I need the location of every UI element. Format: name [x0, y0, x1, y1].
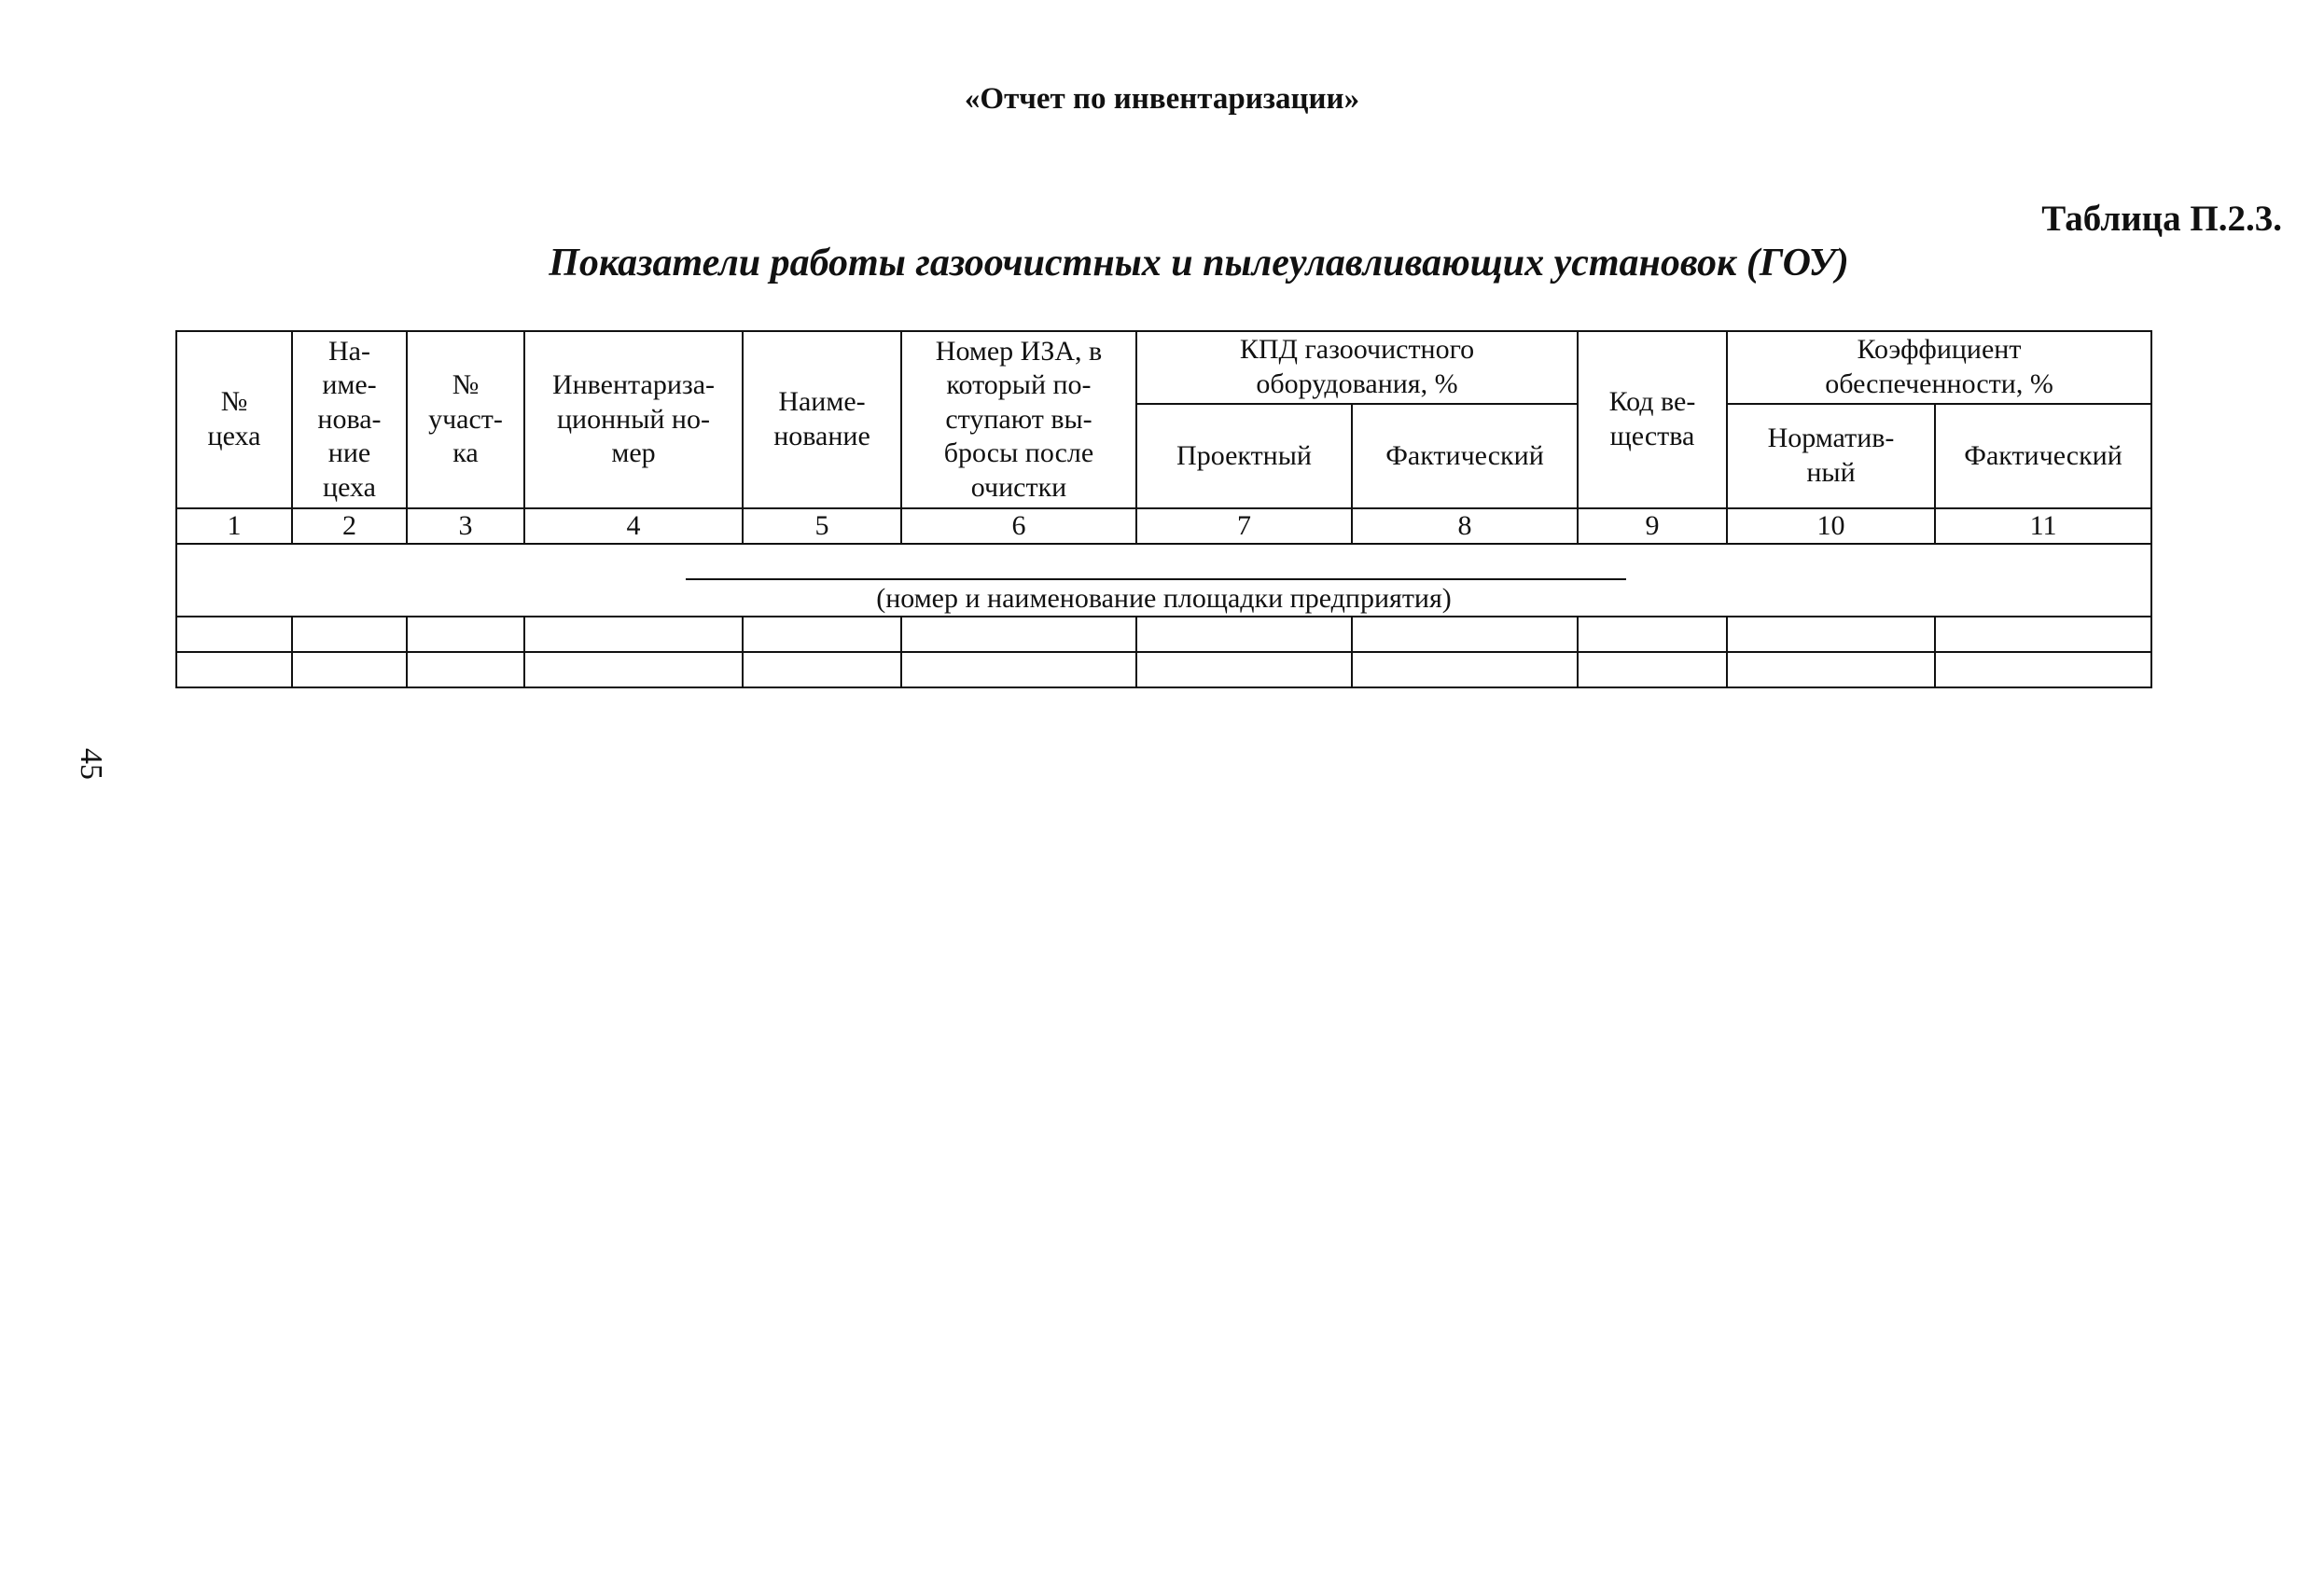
- column-number: 5: [743, 508, 901, 544]
- header-coefficient-actual: Фактический: [1935, 404, 2151, 508]
- header-workshop-name: На- име- нова- ние цеха: [292, 331, 407, 508]
- empty-cell[interactable]: [901, 652, 1136, 687]
- table-caption: Показатели работы газоочистных и пылеулавливающих установок (ГОУ): [549, 242, 1849, 284]
- empty-cell[interactable]: [1578, 652, 1727, 687]
- column-number: 11: [1935, 508, 2151, 544]
- empty-cell[interactable]: [901, 617, 1136, 652]
- column-number: 10: [1727, 508, 1935, 544]
- empty-cell[interactable]: [1727, 652, 1935, 687]
- column-number: 4: [524, 508, 743, 544]
- header-efficiency-group: КПД газоочистного оборудования, %: [1136, 331, 1578, 404]
- empty-cell[interactable]: [743, 652, 901, 687]
- column-number: 1: [176, 508, 292, 544]
- header-efficiency-actual: Фактический: [1352, 404, 1578, 508]
- column-number: 2: [292, 508, 407, 544]
- empty-cell[interactable]: [292, 617, 407, 652]
- column-number: 7: [1136, 508, 1352, 544]
- empty-cell[interactable]: [407, 617, 524, 652]
- site-cell: [176, 544, 2151, 617]
- empty-cell[interactable]: [1578, 617, 1727, 652]
- header-substance-code: Код ве- щества: [1578, 331, 1727, 508]
- table-row: [176, 652, 2151, 687]
- header-coefficient-normative: Норматив- ный: [1727, 404, 1935, 508]
- header-coverage-coefficient-group: Коэффициент обеспеченности, %: [1727, 331, 2151, 404]
- empty-cell[interactable]: [176, 652, 292, 687]
- header-workshop-number: № цеха: [176, 331, 292, 508]
- column-number: 6: [901, 508, 1136, 544]
- empty-cell[interactable]: [524, 652, 743, 687]
- empty-cell[interactable]: [743, 617, 901, 652]
- empty-cell[interactable]: [176, 617, 292, 652]
- column-number: 8: [1352, 508, 1578, 544]
- empty-cell[interactable]: [407, 652, 524, 687]
- empty-cell[interactable]: [1935, 617, 2151, 652]
- table-header-row-top: [176, 331, 2151, 404]
- header-section-number: № участ- ка: [407, 331, 524, 508]
- empty-cell[interactable]: [1727, 617, 1935, 652]
- empty-cell[interactable]: [1352, 617, 1578, 652]
- gou-indicators-table: [175, 330, 2152, 688]
- site-fill-line: [686, 578, 1626, 580]
- header-emission-source-number: Номер ИЗА, в который по- ступают вы- бросы после очистки: [901, 331, 1136, 508]
- empty-cell[interactable]: [292, 652, 407, 687]
- header-efficiency-design: Проектный: [1136, 404, 1352, 508]
- header-inventory-number: Инвентариза- ционный но- мер: [524, 331, 743, 508]
- site-caption: (номер и наименование площадки предприятия): [876, 583, 1452, 614]
- empty-cell[interactable]: [524, 617, 743, 652]
- column-number: 9: [1578, 508, 1727, 544]
- table-row: [176, 617, 2151, 652]
- column-number: 3: [407, 508, 524, 544]
- site-row: [176, 544, 2151, 617]
- header-name: Наиме- нование: [743, 331, 901, 508]
- document-header-title: «Отчет по инвентаризации»: [964, 82, 1360, 116]
- table-number-label: Таблица П.2.3.: [2041, 199, 2282, 239]
- empty-cell[interactable]: [1935, 652, 2151, 687]
- empty-cell[interactable]: [1136, 652, 1352, 687]
- empty-cell[interactable]: [1136, 617, 1352, 652]
- column-numbers-row: [176, 508, 2151, 544]
- page-number: 45: [74, 748, 108, 780]
- empty-cell[interactable]: [1352, 652, 1578, 687]
